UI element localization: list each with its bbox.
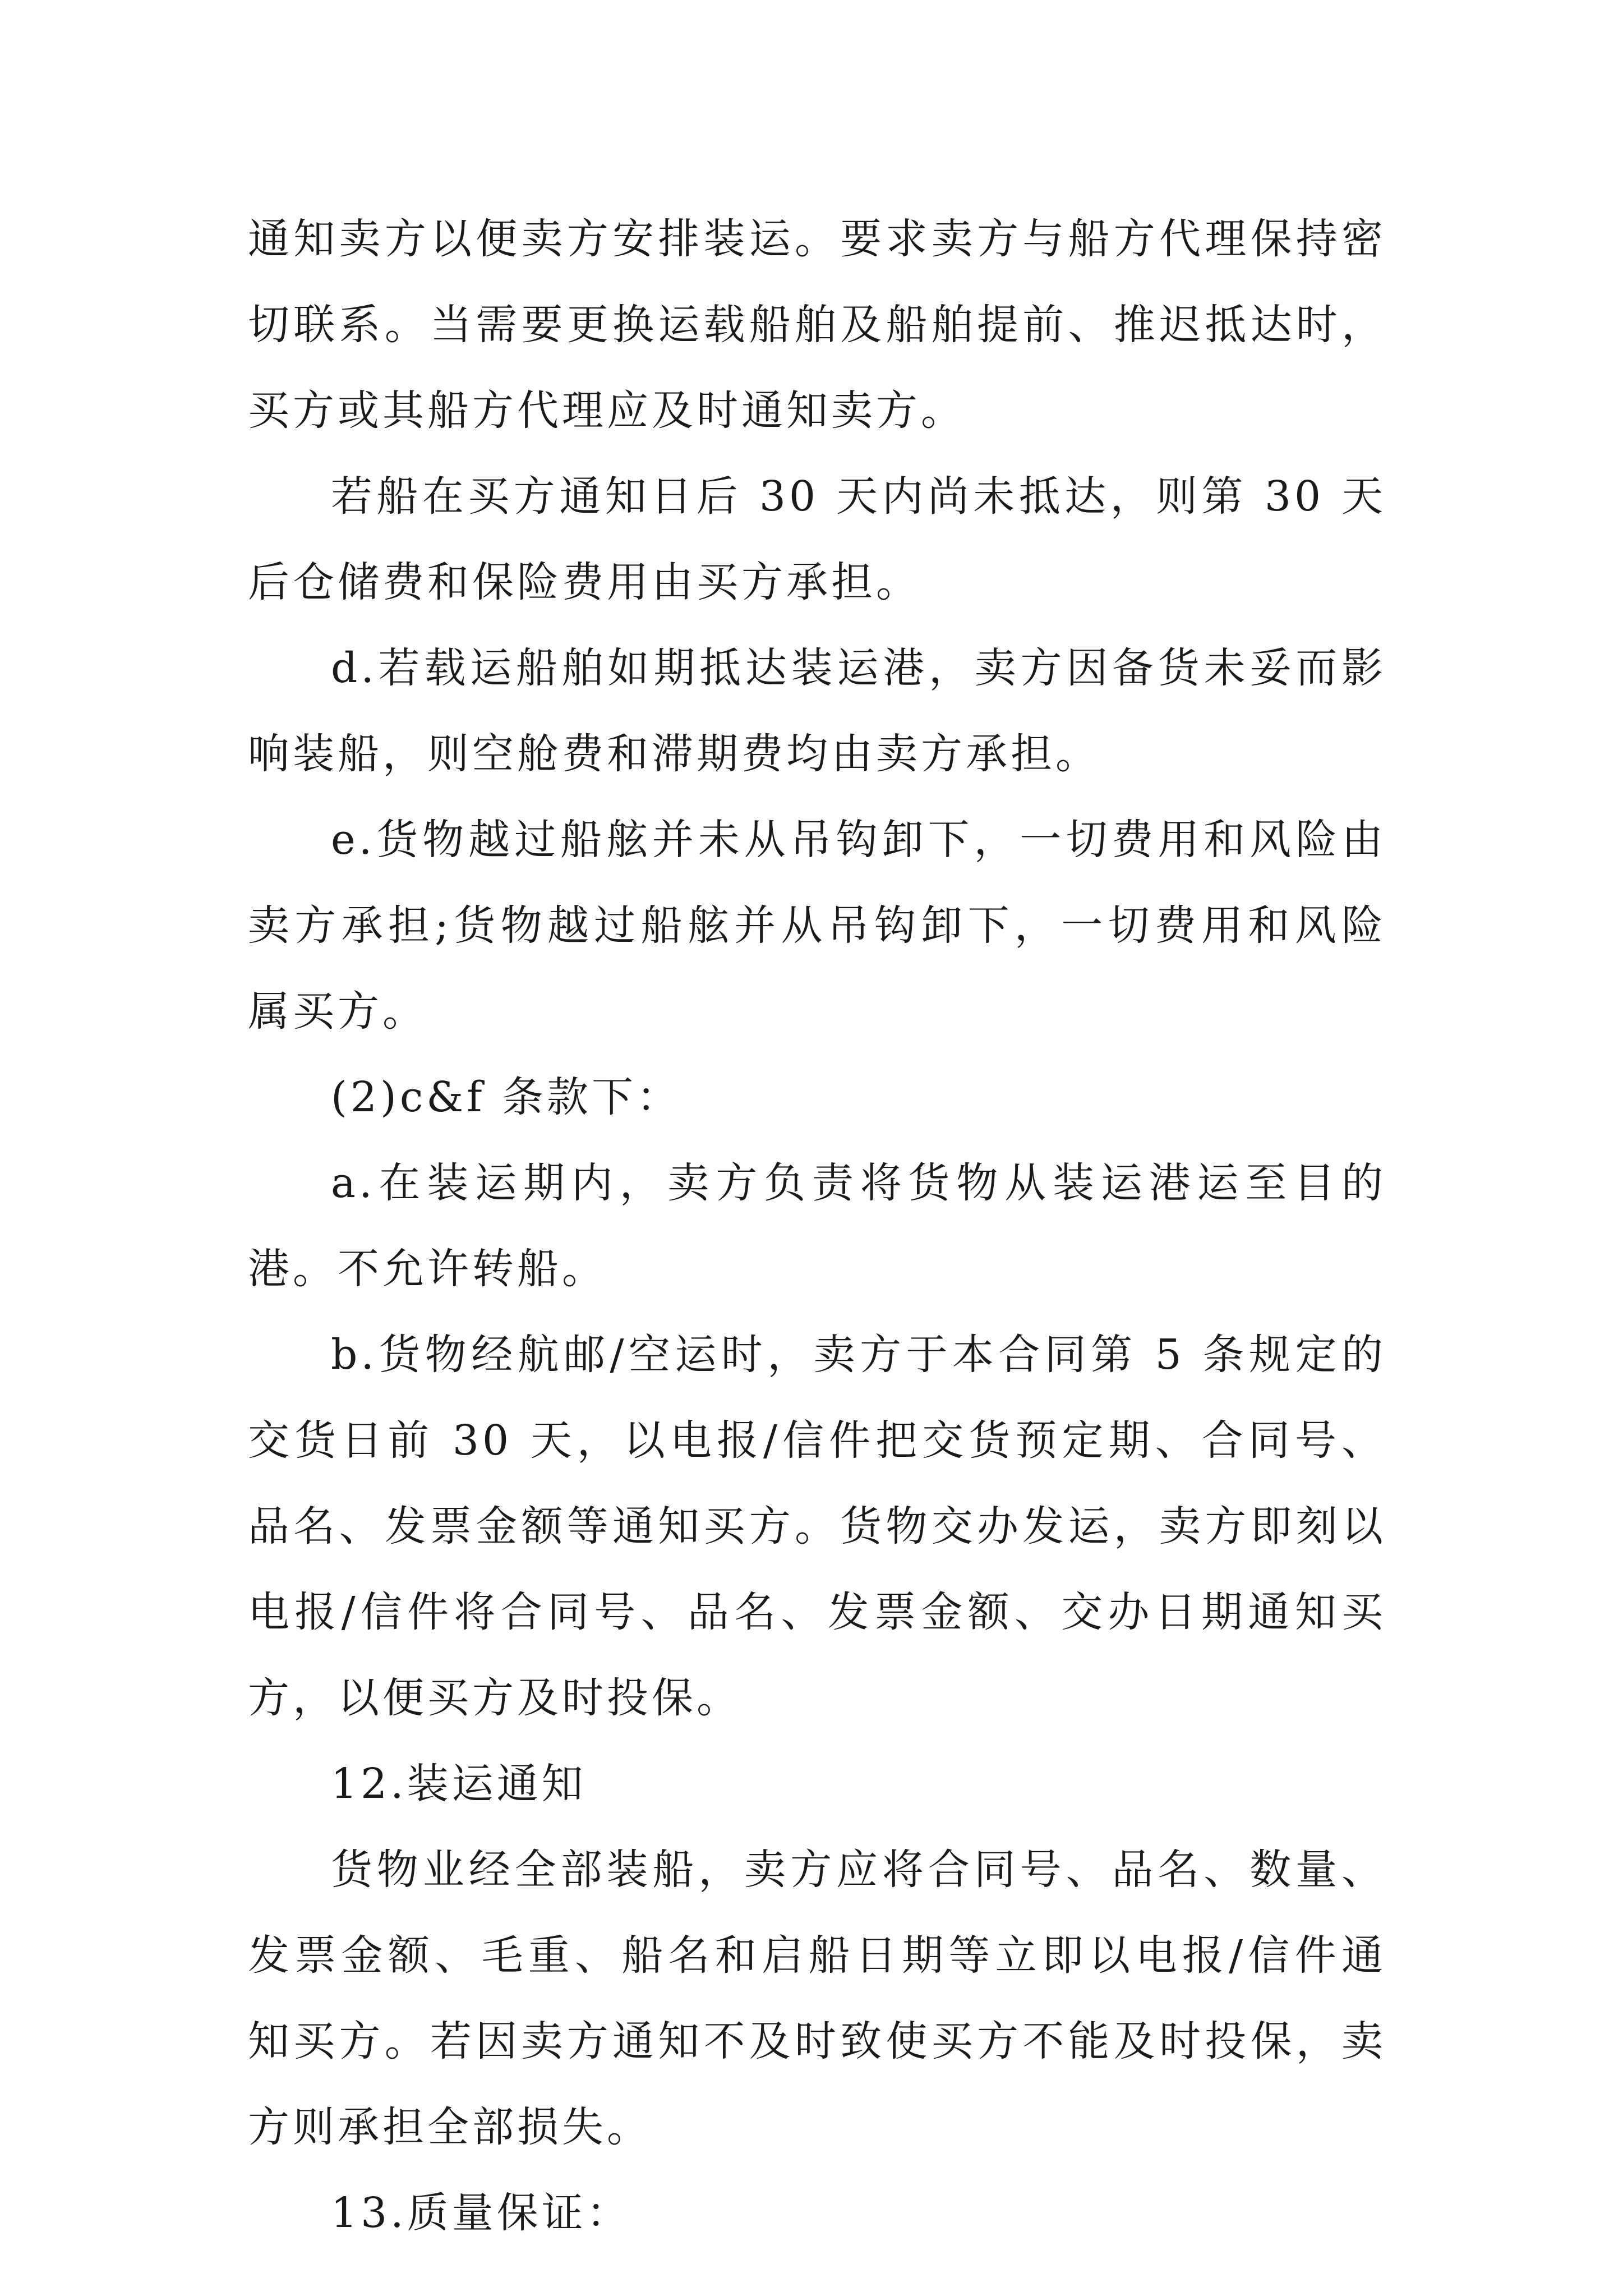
paragraph-cf-heading: (2)c&f 条款下：	[331, 1073, 682, 1121]
paragraph-shipment-advice: 货物业经全部装船，卖方应将合同号、品名、数量、发票金额、毛重、船名和启船日期等立即以电报/信件通知买方。若因卖方通知不及时致使买方不能及时投保，卖方则承担全部损失。	[248, 1846, 1386, 2151]
section-heading-shipment-advice: 12.装运通知	[331, 1760, 587, 1808]
paragraph-clause-e: e.货物越过船舷并未从吊钩卸下，一切费用和风险由卖方承担;货物越过船舷并从吊钩卸下，一切费用和风险属买方。	[248, 816, 1386, 1036]
paragraph-cf-clause-a: a.在装运期内，卖方负责将货物从装运港运至目的港。不允许转船。	[248, 1159, 1386, 1293]
document-body	[248, 196, 1386, 2256]
section-heading-quality-guarantee: 13.质量保证：	[331, 2189, 631, 2237]
paragraph-shipping-notice-continued: 通知卖方以便卖方安排装运。要求卖方与船方代理保持密切联系。当需要更换运载船舶及船舶提前、推迟抵达时，买方或其船方代理应及时通知卖方。	[248, 215, 1386, 435]
paragraph-cf-clause-b: b.货物经航邮/空运时，卖方于本合同第 5 条规定的交货日前 30 天，以电报/信件把交货预定期、合同号、品名、发票金额等通知买方。货物交办发运，卖方即刻以电报/信件将合同号、品名、发票金额、交办日期通知买方，以便买方及时投保。	[248, 1331, 1386, 1722]
paragraph-storage-fees: 若船在买方通知日后 30 天内尚未抵达，则第 30 天后仓储费和保险费用由买方承担。	[248, 472, 1386, 606]
paragraph-clause-d: d.若载运船舶如期抵达装运港，卖方因备货未妥而影响装船，则空舱费和滞期费均由卖方承担。	[248, 644, 1386, 778]
